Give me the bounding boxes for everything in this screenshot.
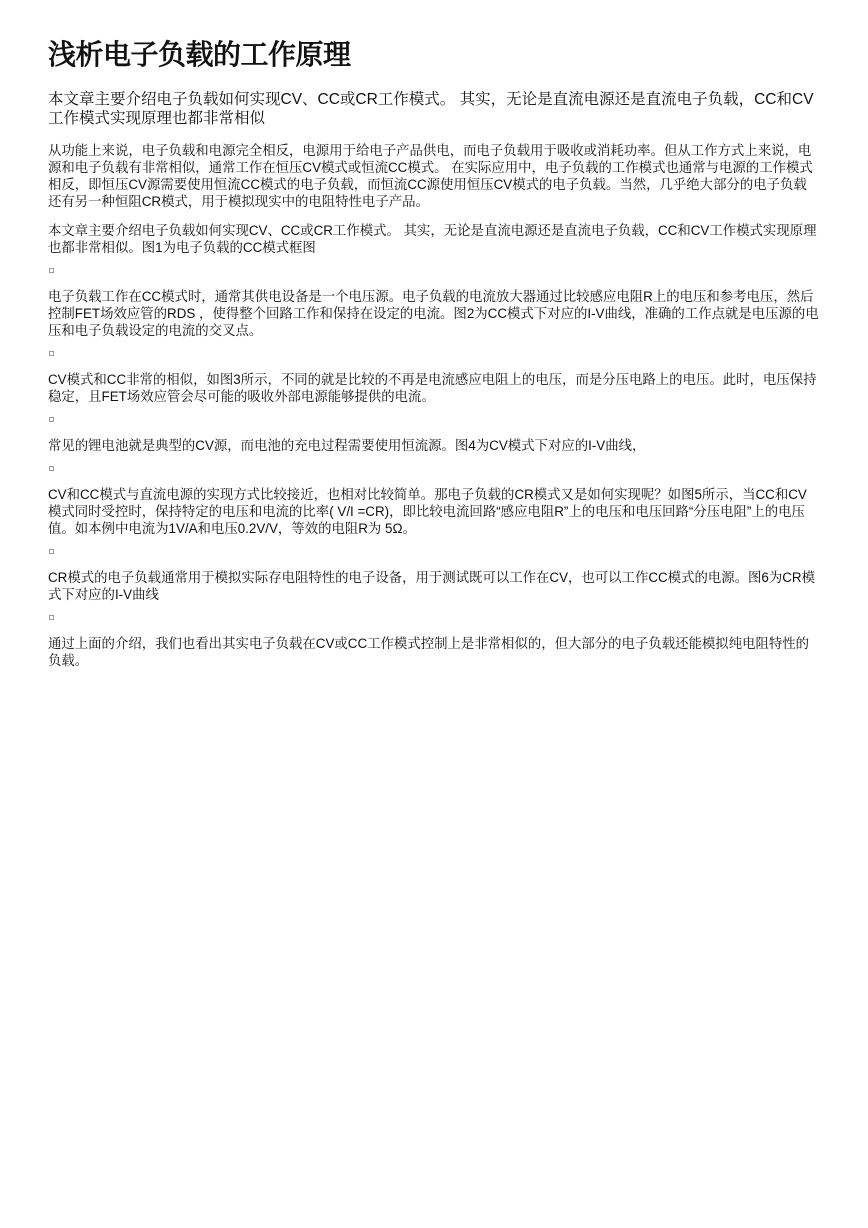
broken-image-icon-figure-2 — [49, 351, 54, 356]
paragraph-4: CV模式和CC非常的相似，如图3所示，不同的就是比较的不再是电流感应电阻上的电压，而是分压电路上的电压。此时，电压保持稳定，且FET场效应管会尽可能的吸收外部电源能够提供的电流。 — [48, 372, 817, 404]
broken-image-icon-figure-3 — [49, 417, 54, 422]
paragraph-1: 从功能上来说，电子负载和电源完全相反，电源用于给电子产品供电，而电子负载用于吸收或消耗功率。但从工作方式上来说，电源和电子负载有非常相似，通常工作在恒压CV模式或恒流CC模式。 在实际应用中，电子负载的工作模式也通常与电源的工作模式相反，即恒压CV源需要使用恒流CC模式的电子负载，而恒流CC源使用恒压CV模式的电子负载。当然，几乎绝大部分的电子负载还有另一种恒阻CR模式，用于模拟现实中的电阻特性电子产品。 — [48, 143, 813, 209]
paragraph-7: CR模式的电子负载通常用于模拟实际存电阻特性的电子设备，用于测试既可以工作在CV，也可以工作CC模式的电源。图6为CR模式下对应的I-V曲线 — [48, 570, 815, 602]
paragraph-6: CV和CC模式与直流电源的实现方式比较接近，也相对比较简单。那电子负载的CR模式又是如何实现呢？如图5所示，当CC和CV模式同时受控时，保持特定的电压和电流的比率( V/I =CR)，即比较电流回路“感应电阻R”上的电压和电压回路“分压电阻”上的电压值。如本例中电流为1V/A和电压0.2V/V，等效的电阻R为 5Ω。 — [48, 487, 807, 536]
paragraph-3: 电子负载工作在CC模式时，通常其供电设备是一个电压源。电子负载的电流放大器通过比较感应电阻R上的电压和参考电压，然后控制FET场效应管的RDS ，使得整个回路工作和保持在设定的电流。图2为CC模式下对应的I-V曲线，准确的工作点就是电压源的电压和电子负载设定的电流的交叉点。 — [48, 289, 819, 338]
paragraph-5: 常见的锂电池就是典型的CV源，而电池的充电过程需要使用恒流源。图4为CV模式下对应的I-V曲线， — [48, 438, 646, 453]
broken-image-icon-figure-4 — [49, 466, 54, 471]
article-title: 浅析电子负载的工作原理 — [48, 39, 351, 70]
broken-image-icon-figure-1 — [49, 268, 54, 273]
broken-image-icon-figure-5 — [49, 549, 54, 554]
article-lead: 本文章主要介绍电子负载如何实现CV、CC或CR工作模式。 其实，无论是直流电源还是直流电子负载，CC和CV工作模式实现原理也都非常相似 — [48, 91, 814, 127]
broken-image-icon-figure-6 — [49, 615, 54, 620]
article — [48, 36, 820, 681]
paragraph-8: 通过上面的介绍，我们也看出其实电子负载在CV或CC工作模式控制上是非常相似的，但大部分的电子负载还能模拟纯电阻特性的负载。 — [48, 636, 810, 668]
paragraph-2: 本文章主要介绍电子负载如何实现CV、CC或CR工作模式。 其实，无论是直流电源还是直流电子负载，CC和CV工作模式实现原理也都非常相似。图1为电子负载的CC模式框图 — [48, 223, 817, 255]
